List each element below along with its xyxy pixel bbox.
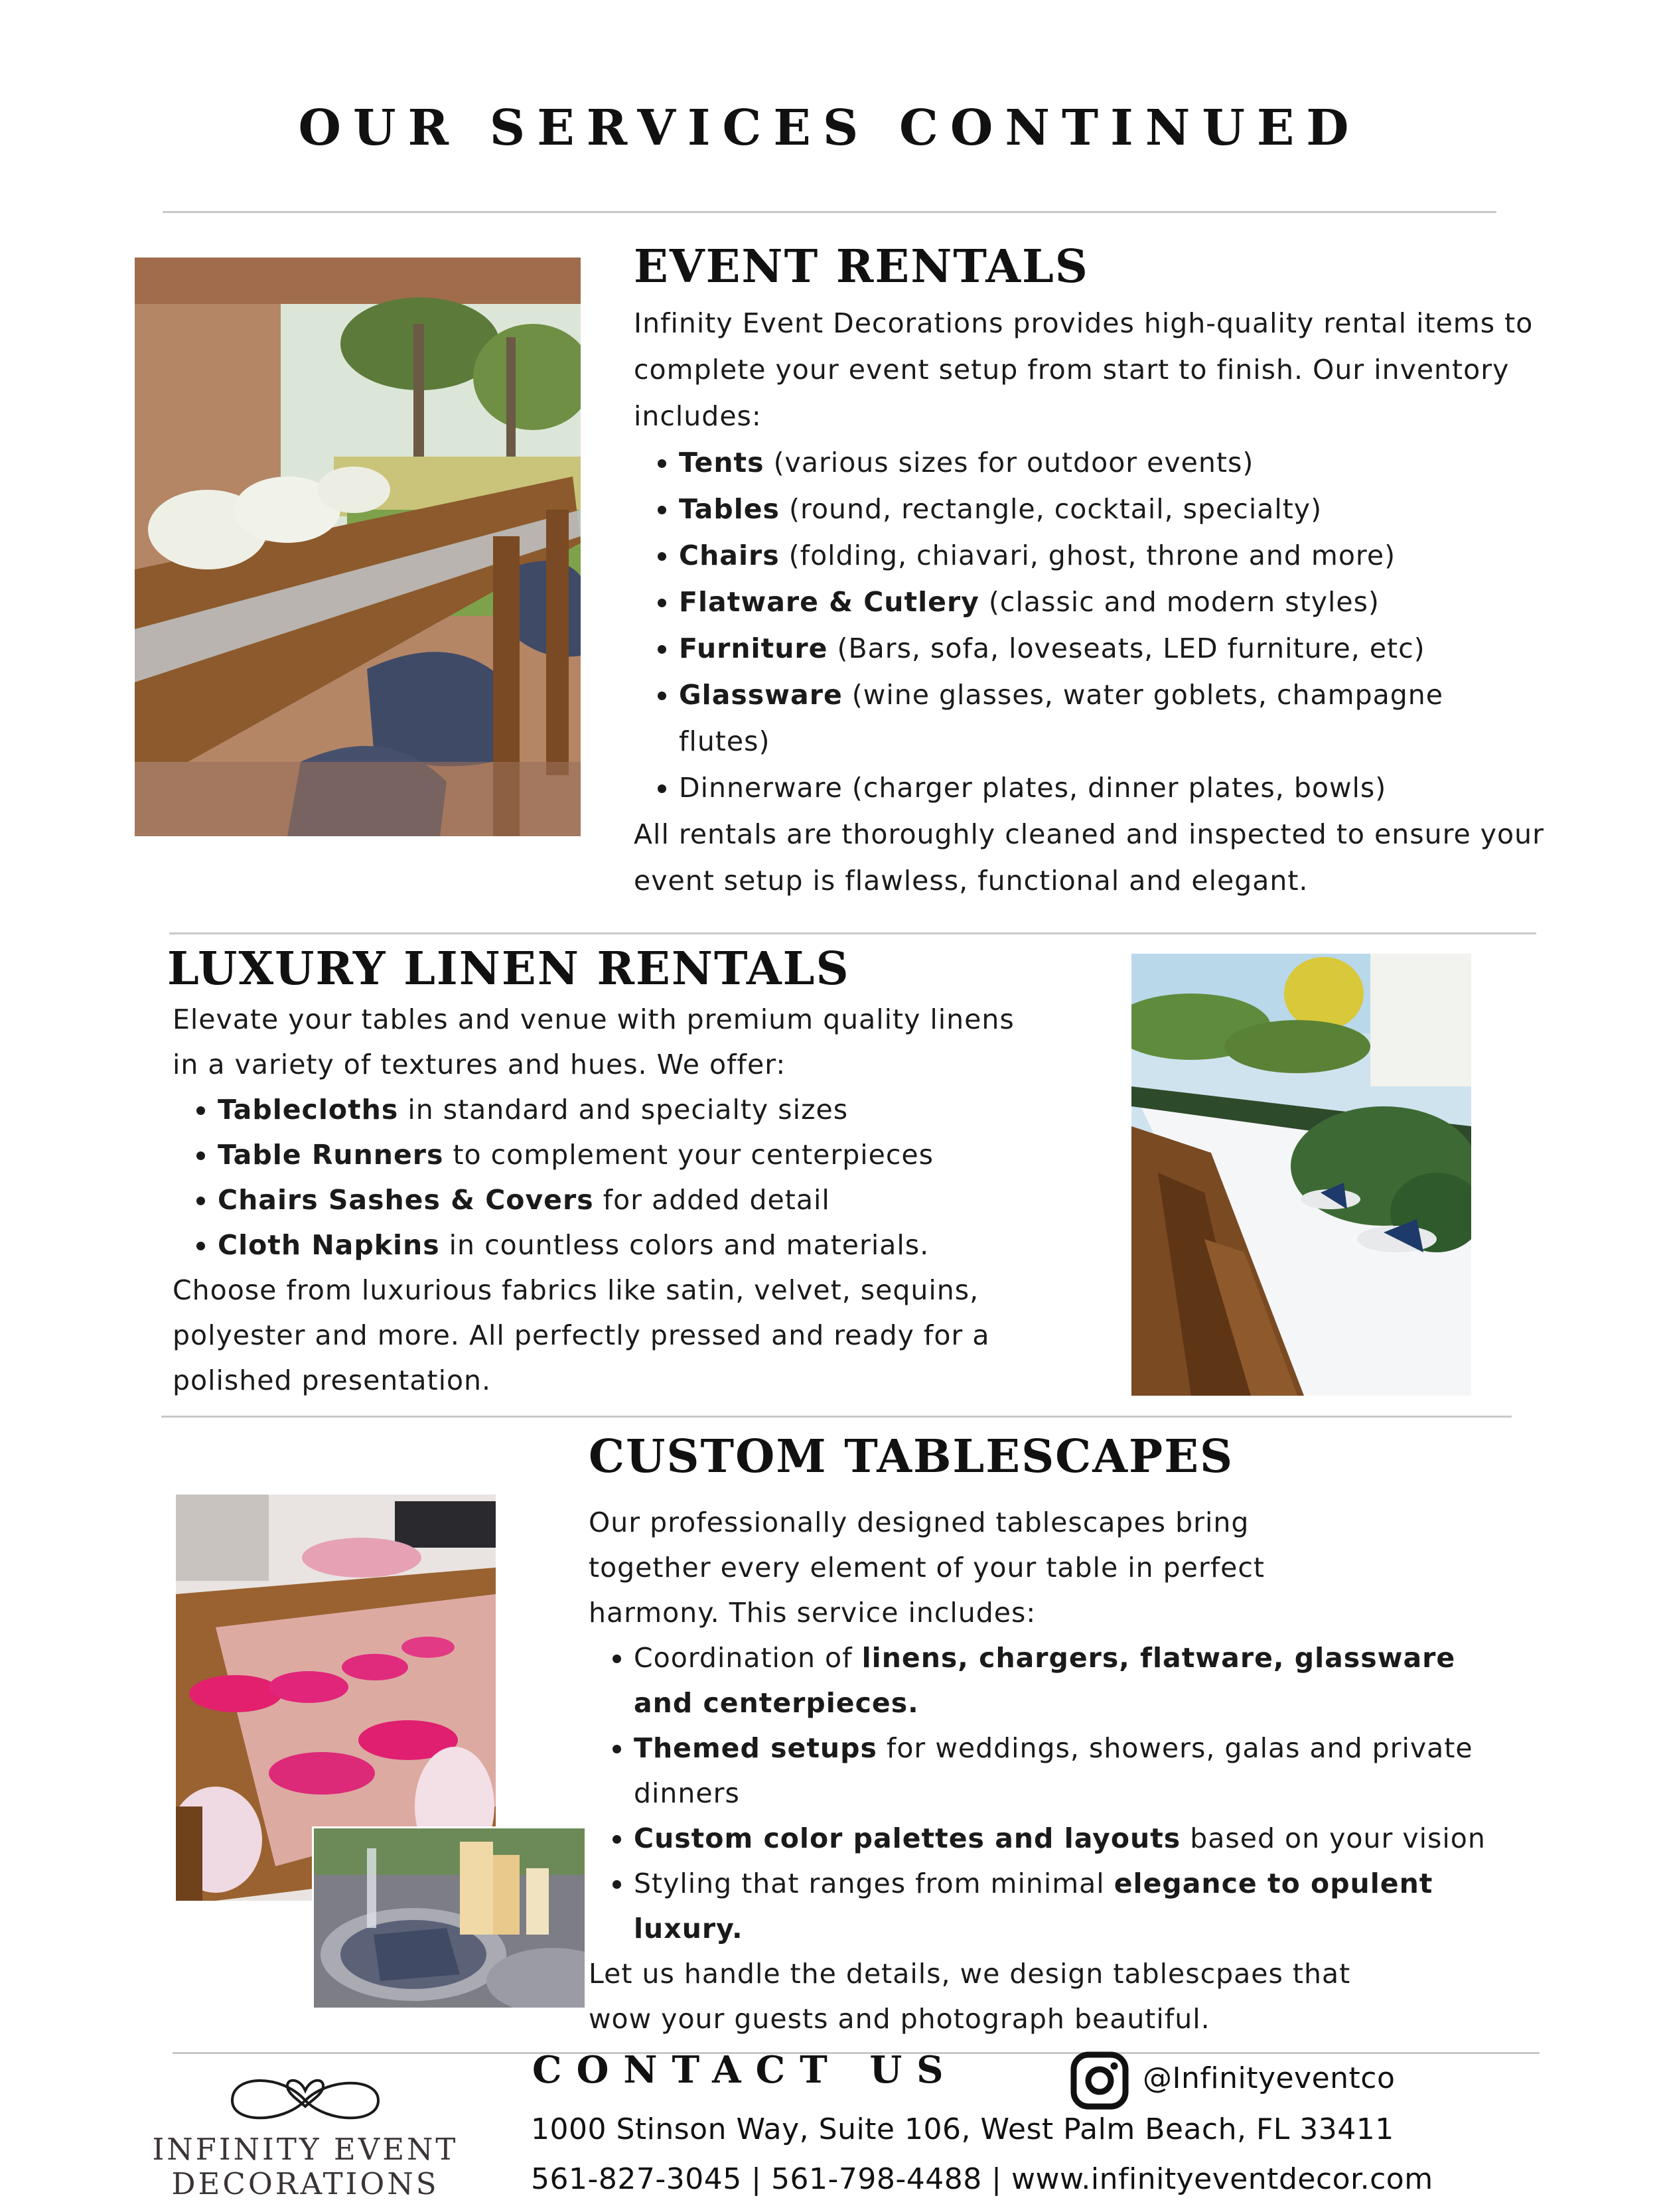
list-item: • Furniture (Bars, sofa, loveseats, LED furniture, etc) (679, 625, 1576, 672)
event-rentals-list (634, 439, 1576, 811)
instagram-handle[interactable]: @Infinityeventco (1143, 2061, 1396, 2095)
list-item: • Tables (round, rectangle, cocktail, specialty) (679, 486, 1576, 532)
list-item: • Themed setups for weddings, showers, galas and private dinners (634, 1726, 1524, 1816)
event-rentals-photo (135, 258, 581, 836)
tablescapes-body (589, 1500, 1524, 2041)
list-item: • Table Runners to complement your centerpieces (218, 1132, 1029, 1177)
event-rentals-body (634, 300, 1576, 904)
list-item: • Chairs Sashes & Covers for added detail (218, 1177, 1029, 1222)
divider (161, 1416, 1512, 1418)
linen-rentals-title: LUXURY LINEN RENTALS (167, 942, 850, 995)
tablescapes-outro: Let us handle the details, we design tablescpaes that wow your guests and photograph beautiful. (589, 1958, 1351, 2035)
linen-rentals-outro: Choose from luxurious fabrics like satin, velvet, sequins, polyester and more. All perfectly pressed and ready for a polished presentation. (173, 1274, 990, 1396)
list-item: • Custom color palettes and layouts based on your vision (634, 1816, 1524, 1861)
event-rentals-outro: All rentals are thoroughly cleaned and inspected to ensure your event setup is flawless, functional and elegant. (634, 818, 1544, 897)
list-item: • Chairs (folding, chiavari, ghost, throne and more) (679, 532, 1576, 579)
list-item: • Styling that ranges from minimal elegance to opulent luxury. (634, 1861, 1524, 1951)
address: 1000 Stinson Way, Suite 106, West Palm Beach, FL 33411 (531, 2112, 1394, 2146)
list-item: • Tablecloths in standard and specialty sizes (218, 1087, 1029, 1132)
list-item: • Glassware (wine glasses, water goblets, champagne flutes) (679, 672, 1576, 765)
linen-rentals-photo (1131, 954, 1471, 1396)
linen-rentals-intro: Elevate your tables and venue with premium quality linens in a variety of textures and hues. We offer: (173, 1003, 1015, 1080)
brand-line-2: DECORATIONS (171, 2166, 439, 2201)
instagram-icon[interactable] (1070, 2051, 1129, 2110)
list-item: • Coordination of linens, chargers, flatware, glassware and centerpieces. (634, 1635, 1524, 1726)
phones-website[interactable]: 561-827-3045 | 561-798-4488 | www.infinityeventdecor.com (531, 2162, 1433, 2196)
linen-rentals-list (173, 1087, 1029, 1268)
event-rentals-title: EVENT RENTALS (634, 240, 1089, 293)
page-title: OUR SERVICES CONTINUED (298, 100, 1361, 157)
contact-title: CONTACT US (532, 2048, 958, 2092)
event-rentals-intro: Infinity Event Decorations provides high-quality rental items to complete your event setup from start to finish. Our inventory includes: (634, 307, 1534, 432)
list-item: • Flatware & Cutlery (classic and modern styles) (679, 579, 1576, 625)
list-item: • Cloth Napkins in countless colors and materials. (218, 1222, 1029, 1268)
linen-rentals-body (173, 997, 1029, 1403)
tablescapes-list (589, 1635, 1524, 1951)
list-item: • Dinnerware (charger plates, dinner plates, bowls) (679, 765, 1576, 811)
list-item: • Tents (various sizes for outdoor events) (679, 439, 1576, 486)
brand-line-1: INFINITY EVENT (152, 2132, 459, 2167)
infinity-heart-logo-icon (219, 2064, 392, 2127)
divider (169, 932, 1536, 934)
brand-name (133, 2132, 478, 2201)
tablescapes-title: CUSTOM TABLESCAPES (589, 1430, 1234, 1483)
divider (163, 211, 1496, 213)
tablescapes-intro: Our professionally designed tablescapes bring together every element of your table in perfect harmony. This service includes: (589, 1507, 1265, 1629)
tablescapes-photo-silver (312, 1826, 587, 2010)
